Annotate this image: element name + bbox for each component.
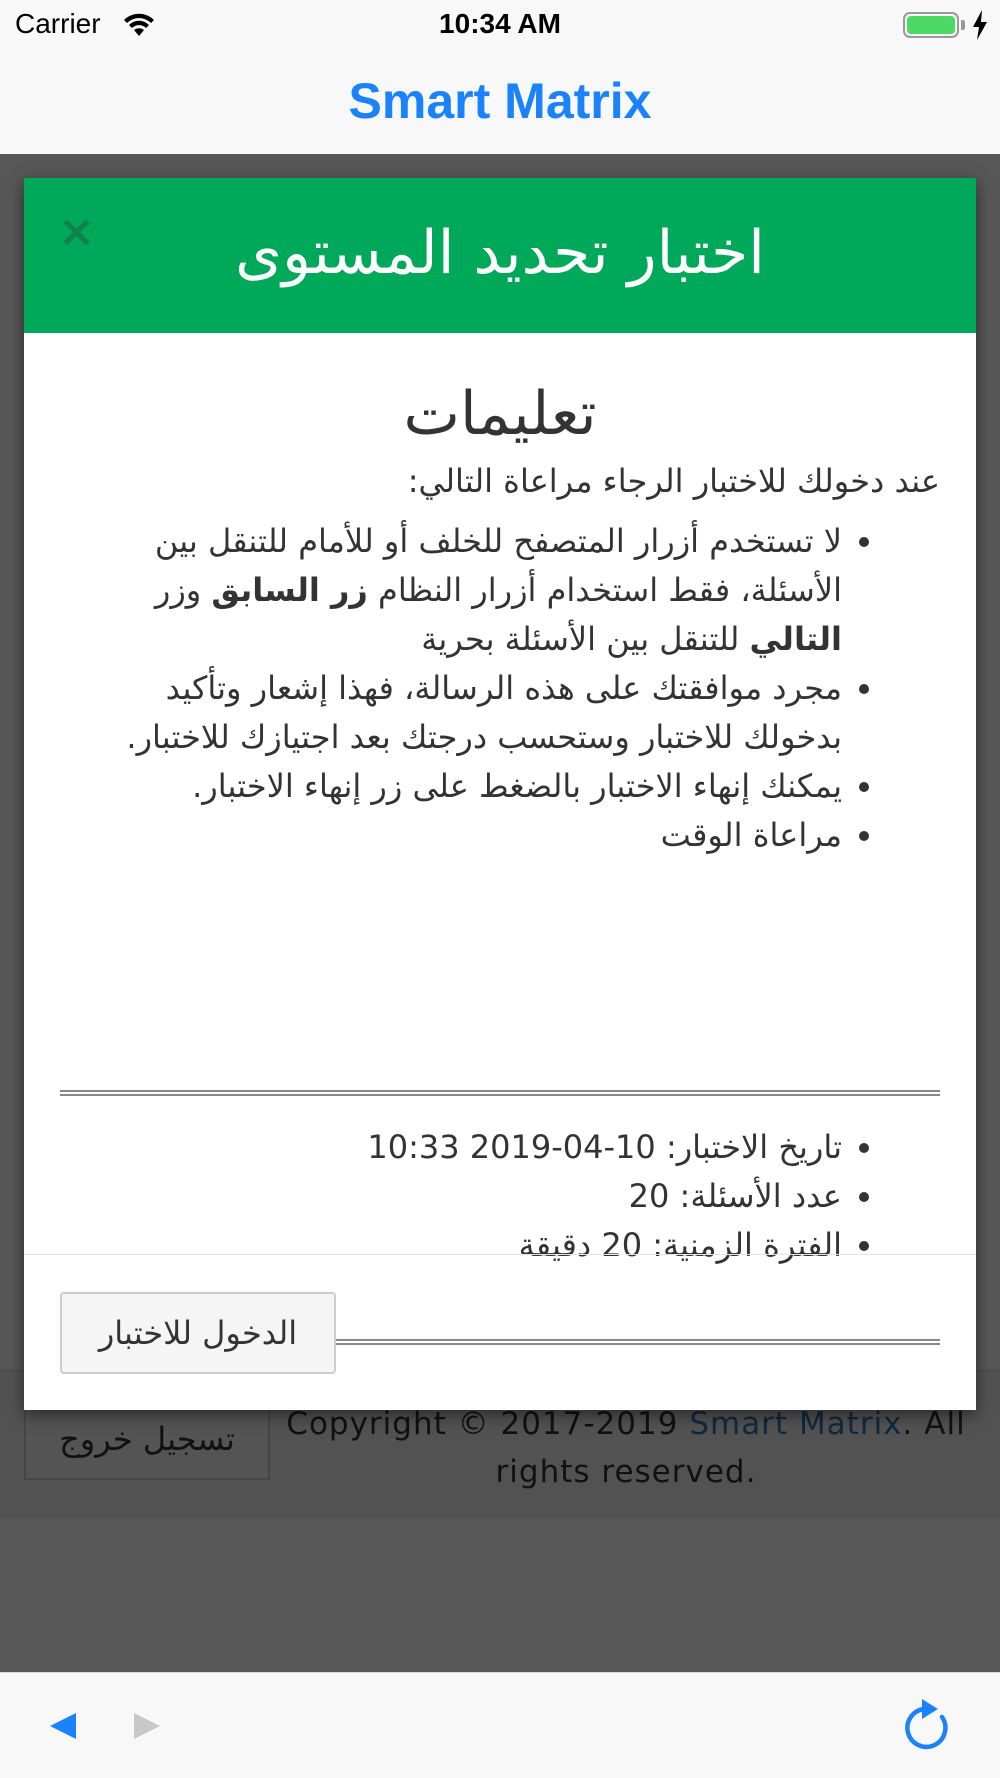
- question-count-label: عدد الأسئلة:: [679, 1177, 842, 1215]
- battery-icon: [903, 12, 959, 38]
- status-time: 10:34 AM: [439, 8, 561, 39]
- duration-value: 20 دقيقة: [518, 1226, 643, 1264]
- nav-title: Smart Matrix: [348, 73, 652, 129]
- reload-icon[interactable]: [904, 1695, 954, 1755]
- status-bar: [0, 0, 1000, 50]
- modal-title: اختبار تحديد المستوى: [235, 218, 765, 288]
- rule-item: • مراعاة الوقت: [60, 811, 842, 860]
- rule-1-text: لا تستخدم أزرار المتصفح للخلف أو للأمام للتنقل بين الأسئلة، فقط استخدام أزرار النظام: [154, 522, 842, 609]
- battery-tip: [961, 20, 965, 30]
- test-date-label: تاريخ الاختبار:: [665, 1128, 842, 1166]
- charging-bolt-icon: [971, 10, 989, 40]
- question-count-item: [60, 1172, 842, 1221]
- level-test-modal: [24, 178, 976, 1410]
- question-count-value: 20: [628, 1177, 670, 1215]
- forward-arrow-icon[interactable]: [132, 1711, 162, 1741]
- modal-header: [24, 178, 976, 333]
- test-date-item: [60, 1123, 842, 1172]
- rule-1-prev-button-name: زر السابق: [211, 571, 368, 609]
- instructions-intro: عند دخولك للاختبار الرجاء مراعاة التالي:: [407, 462, 940, 500]
- close-icon[interactable]: ×: [58, 206, 95, 257]
- browser-toolbar: [0, 1672, 1000, 1778]
- carrier-label: Carrier: [15, 8, 101, 39]
- duration-label: الفترة الزمنية:: [652, 1226, 842, 1264]
- divider: [60, 1090, 940, 1096]
- nav-bar: [0, 50, 1000, 154]
- rules-list: [60, 517, 940, 860]
- instructions-title: تعليمات: [403, 379, 597, 449]
- rule-item: • يمكنك إنهاء الاختبار بالضغط على زر إنهاء الاختبار.: [60, 762, 842, 811]
- test-date-value: 10-04-2019 10:33: [367, 1128, 656, 1166]
- enter-test-button[interactable]: الدخول للاختبار: [60, 1292, 336, 1374]
- modal-body: [60, 333, 940, 1264]
- rule-1-next-button-name: التالي: [749, 620, 842, 658]
- rule-1-tail: للتنقل بين الأسئلة بحرية: [421, 620, 750, 658]
- test-details-list: [60, 1123, 940, 1270]
- rule-item: [60, 517, 842, 664]
- rule-item: • مجرد موافقتك على هذه الرسالة، فهذا إشعار وتأكيد بدخولك للاختبار وستحسب درجتك بعد اجتيازك للاختبار.: [60, 664, 842, 762]
- modal-footer: [24, 1254, 976, 1410]
- back-arrow-icon[interactable]: [48, 1711, 78, 1741]
- rule-1-joiner: وزر: [154, 571, 212, 609]
